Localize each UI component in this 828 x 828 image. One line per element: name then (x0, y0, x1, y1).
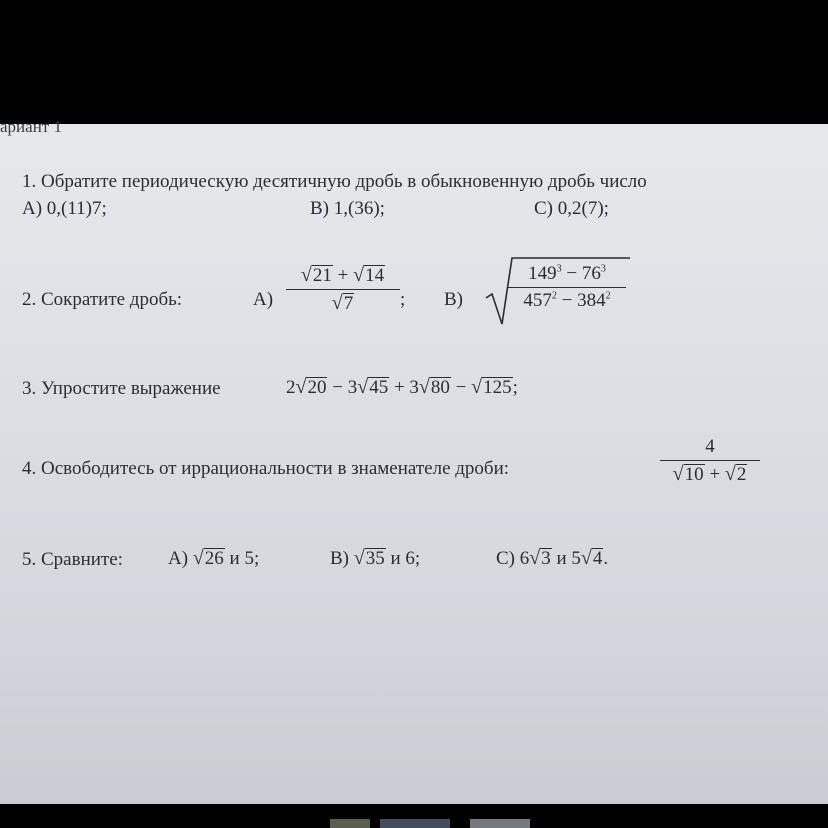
task-4-fraction (660, 436, 760, 486)
radicand-21: 21 (312, 265, 332, 286)
task-1-option-c: С) 0,2(7); (534, 198, 609, 219)
task-2-fraction-b (508, 263, 626, 312)
fraction-a-numerator: √21 + √14 (300, 264, 385, 286)
fraction-bar (286, 289, 400, 290)
fraction-a-denominator: √7 (331, 292, 354, 315)
fraction-b-numerator: $149^3 - 76^3$ (528, 263, 606, 284)
task-2-text: 2. Сократите дробь: (22, 289, 183, 310)
task-2-label-b: В) (444, 289, 463, 310)
fraction-bar (508, 287, 626, 288)
bottom-artifact (470, 819, 530, 828)
fraction-denominator: √10 + √2 (672, 463, 747, 486)
task-5-option-b: В) √35 и 6; (330, 547, 421, 569)
task-5-option-c: С) 6√3 и 5√4. (496, 547, 609, 569)
task-5-text: 5. Сравните: (22, 549, 123, 570)
bottom-artifact (330, 819, 370, 828)
task-1-option-b: В) 1,(36); (310, 198, 385, 219)
task-2-separator: ; (400, 289, 406, 310)
bottom-artifact (380, 819, 450, 828)
fraction-numerator: 4 (705, 436, 715, 457)
task-2-label-a: А) (253, 289, 274, 310)
task-3-text: 3. Упростите выражение (22, 378, 221, 399)
task-3-expression: 2√20 − 3√45 + 3√80 − √125; (286, 376, 518, 398)
task-4-text: 4. Освободитесь от иррациональности в знаменателе дроби: (22, 458, 510, 479)
variant-header: ариант 1 (0, 117, 62, 136)
plus-sign: + (337, 265, 349, 286)
task-5-option-a: А) √26 и 5; (168, 547, 260, 569)
task-1-option-a: А) 0,(11)7; (22, 198, 107, 219)
radicand-14: 14 (365, 265, 385, 286)
task-2-fraction-a (286, 264, 400, 315)
task-1-text: 1. Обратите периодическую десятичную дробь в обыкновенную дробь число (22, 171, 647, 192)
radicand-7: 7 (343, 293, 354, 315)
fraction-b-denominator: $457^2 - 384^2$ (523, 290, 611, 312)
fraction-bar (660, 460, 760, 461)
